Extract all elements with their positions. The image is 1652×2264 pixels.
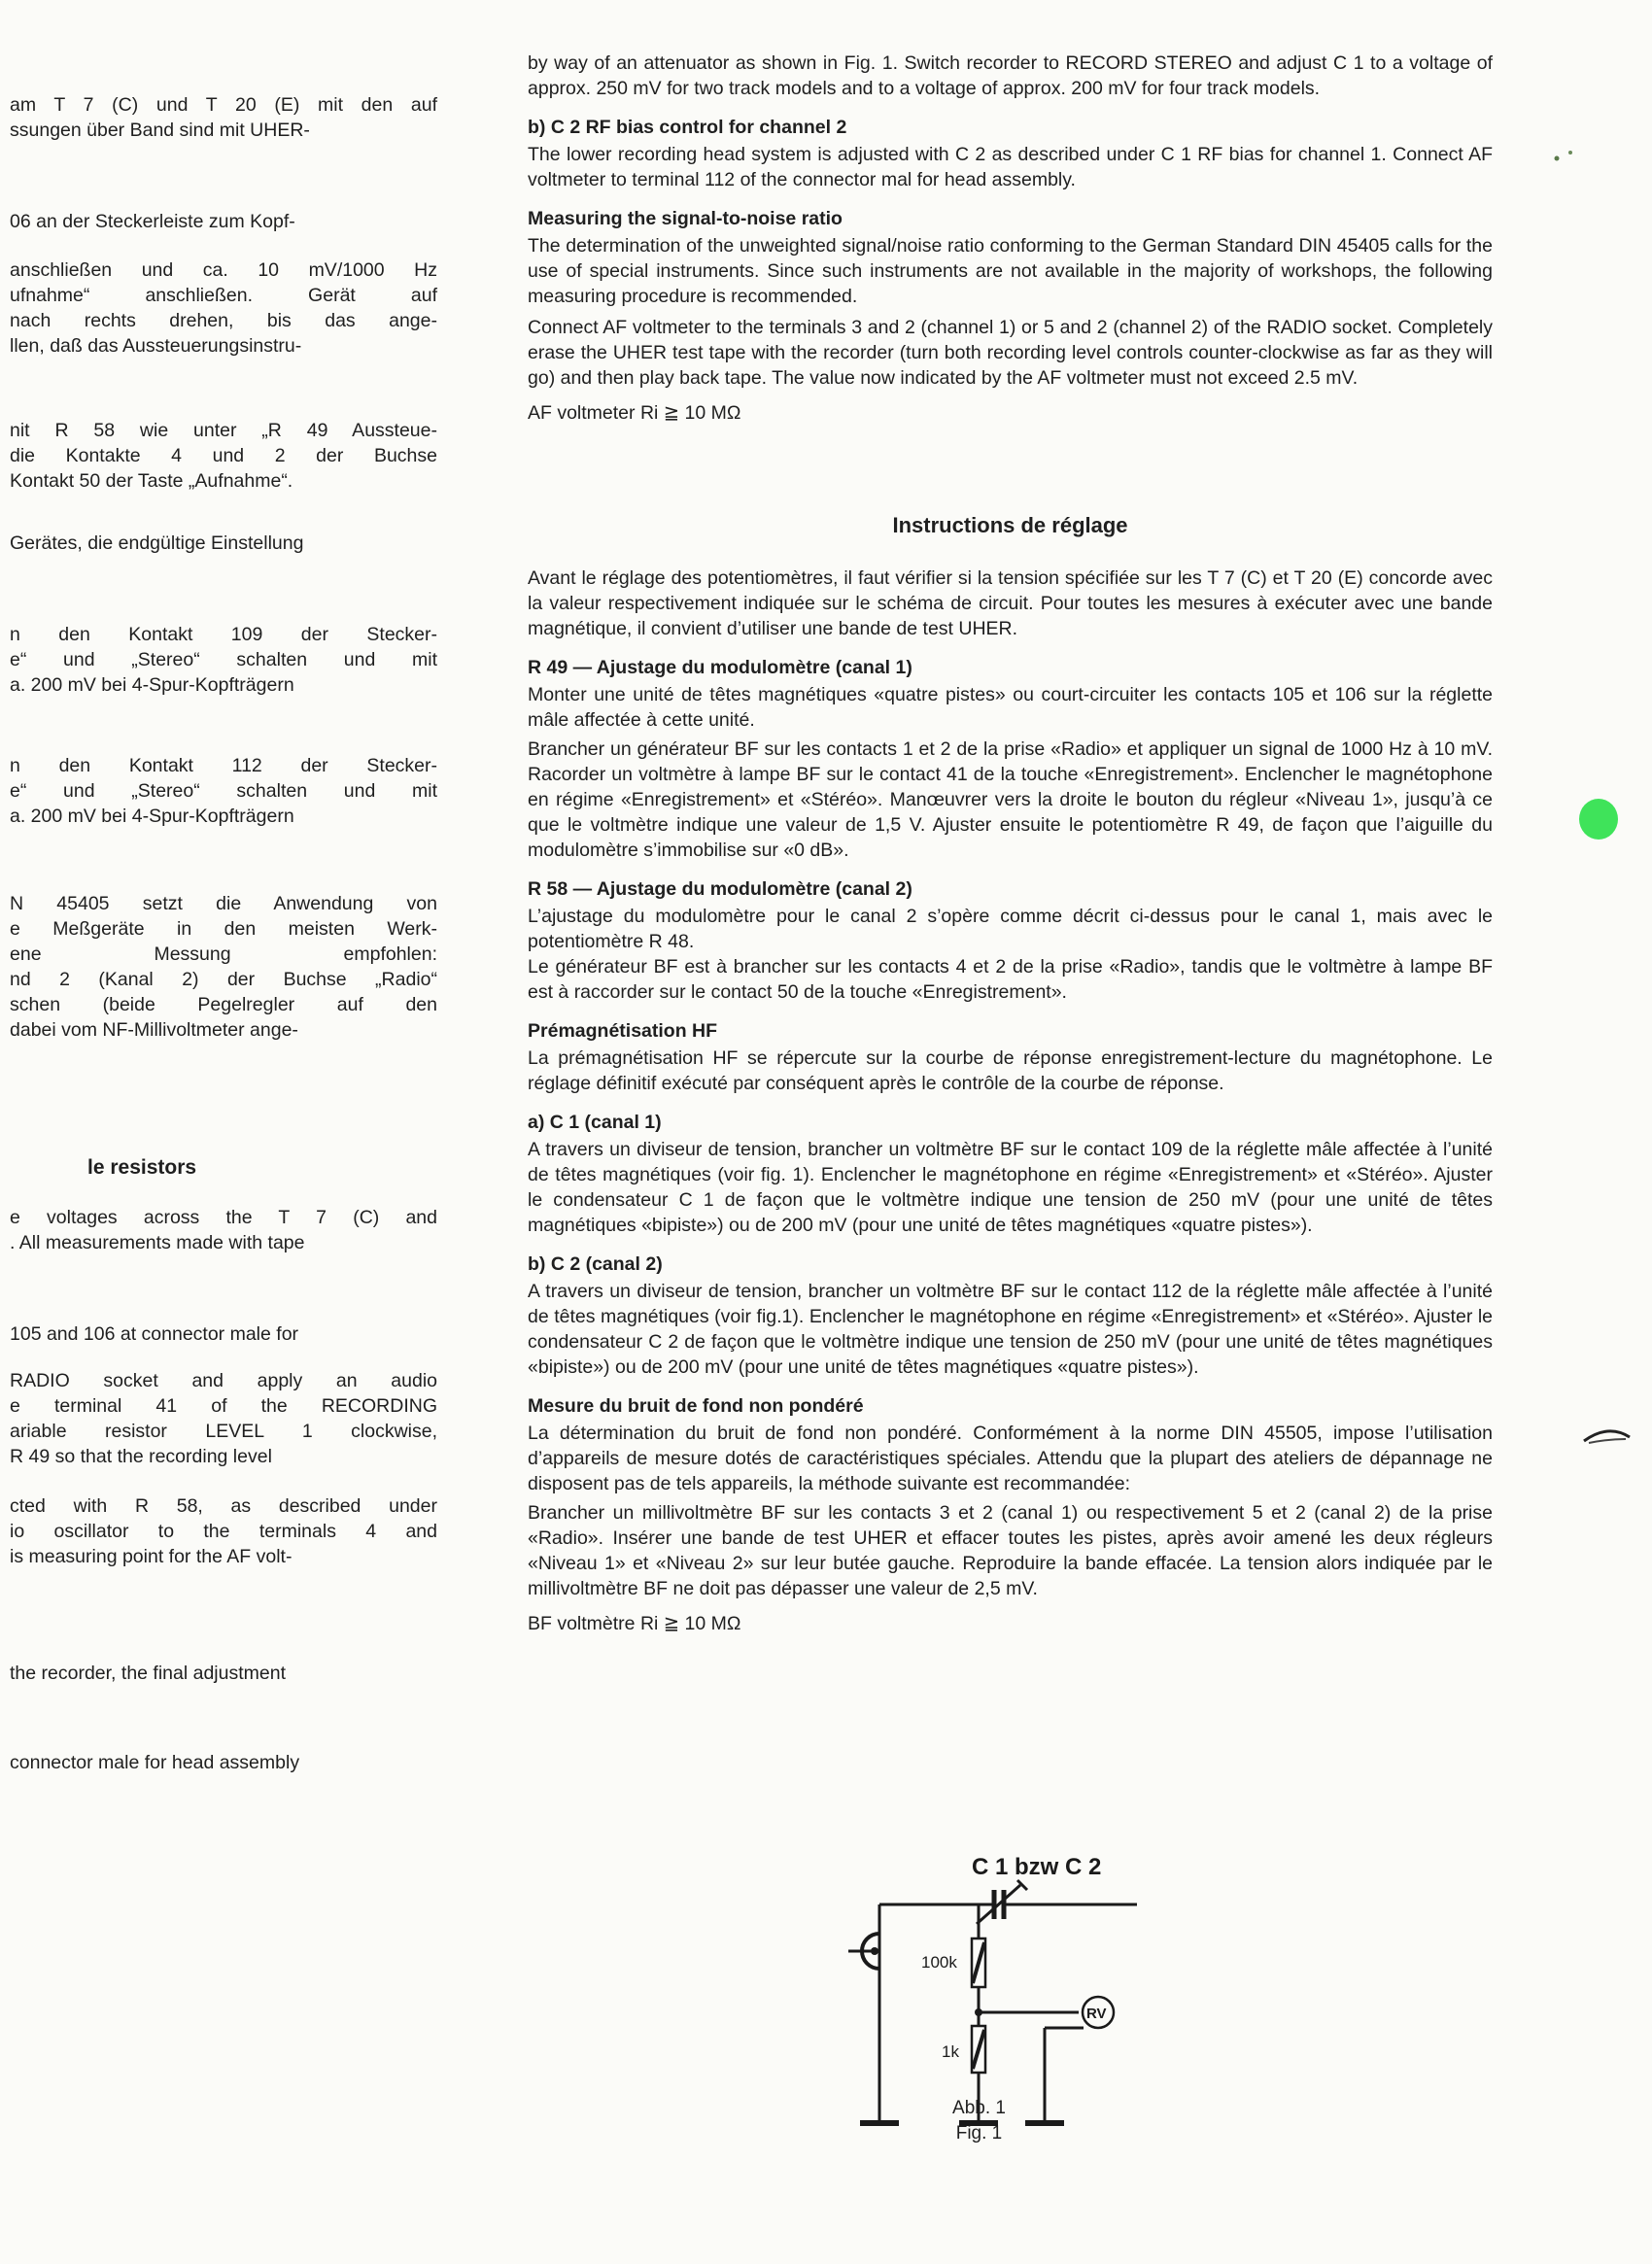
capacitor-label: C 1 bzw C 2 [972,1854,1102,1880]
voltmeter-label: RV [1086,2006,1107,2022]
left-text-fragment [10,1750,437,1775]
figure-caption-de: Abb. 1 [952,2098,1006,2118]
left-text-fragment [10,257,437,359]
left-text-line: anschließen und ca. 10 mV/1000 Hz [10,259,437,281]
left-text-line: nd 2 (Kanal 2) der Buchse „Radio“ [10,969,437,990]
english-snr-text-1: The determination of the unweighted signal/noise ratio conforming to the German Standard DIN 45405 calls for the use of special instruments. Since such instruments are not available in the majority of workshops, the following measuring procedure is recommended. [528,235,1493,307]
french-noise-text-1: La détermination du bruit de fond non pondéré. Conformément à la norme DIN 45505, impose l’utilisation d’appareils de mesure dotés de caractéristiques spéciales. Attendu que la plupart des ateliers de dépannage ne disposent pas de tels appareils, la méthode suivante est recommandée: [528,1423,1493,1494]
left-text-fragment [10,753,437,829]
left-text-line: a. 200 mV bei 4-Spur-Kopfträgern [10,674,294,696]
left-text-fragment [10,1661,437,1686]
left-text-fragment [10,1321,437,1347]
left-text-line: nach rechts drehen, bis das ange- [10,310,437,331]
left-text-line: e terminal 41 of the RECORDING [10,1395,437,1417]
left-text-line: is measuring point for the AF volt- [10,1546,293,1567]
french-intro: Avant le réglage des potentiomètres, il faut vérifier si la tension spécifiée sur les T 7 (C) et T 20 (E) concorde avec la valeur respectivement indiquée sur le schéma de circuit. Pour toutes les mesures à exécuter avec une bande magnétique, il convient d’utiliser une bande de test UHER. [528,567,1493,639]
english-meter-spec: AF voltmeter Ri ≧ 10 MΩ [528,402,741,424]
french-r49-text-1: Monter une unité de têtes magnétiques «quatre pistes» ou court-circuiter les contacts 105 et 106 sur la réglette mâle affectée à cette unité. [528,684,1493,731]
left-text-line: schen (beide Pegelregler auf den [10,994,437,1015]
french-hf-text: La prémagnétisation HF se répercute sur la courbe de réponse enregistrement-lecture du magnétophone. Le réglage définitif exécuté par conséquent après le contrôle de la courbe de réponse. [528,1047,1493,1094]
left-text-line: nit R 58 wie unter „R 49 Aussteue- [10,420,437,441]
english-snr-heading: Measuring the signal-to-noise ratio [528,208,843,229]
left-text-fragment [10,891,437,1043]
left-text-line: cted with R 58, as described under [10,1495,437,1517]
left-text-line: Kontakt 50 der Taste „Aufnahme“. [10,470,293,492]
left-text-line: ufnahme“ anschließen. Gerät auf [10,285,437,306]
french-c2-text: A travers un diviseur de tension, brancher un voltmètre BF sur le contact 112 de la réglette mâle affectée à l’unité de têtes magnétiques (voir fig.1). Enclencher le magnétophone en régime «Enregistrement» et «Stéréo». Ajuster le condensateur C 2 de façon que le voltmètre indique une tension de 250 mV (pour une unité de têtes magnétiques «bipiste») ou de 200 mV (pour une unité de têtes magnétiques «quatre pistes»). [528,1281,1493,1378]
left-text-line: N 45405 setzt die Anwendung von [10,893,437,914]
french-noise-heading: Mesure du bruit de fond non pondéré [528,1395,864,1417]
left-text-line: dabei vom NF-Millivoltmeter ange- [10,1019,298,1041]
figure-caption [894,2096,1064,2146]
left-text-line: the recorder, the final adjustment [10,1663,286,1684]
left-text-line: io oscillator to the terminals 4 and [10,1521,437,1542]
french-r49-text-2: Brancher un générateur BF sur les contacts 1 et 2 de la prise «Radio» et appliquer un signal de 1000 Hz à 10 mV. Racorder un voltmètre à lampe BF sur le contact 41 de la touche «Enregistrement». Enclencher le magnétophone en régime «Enregistrement» et «Stéréo». Manœuvrer vers la droite le bouton du régleur «Niveau 1», jusqu’à ce que le voltmètre indique une valeur de 1,5 V. Ajuster ensuite le potentiomètre R 49, de façon que l’aiguille du modulomètre s’immobilise sur «0 dB». [528,738,1493,861]
french-hf-heading: Prémagnétisation HF [528,1020,718,1042]
left-text-line: 06 an der Steckerleiste zum Kopf- [10,211,295,232]
left-text-line: connector male for head assembly [10,1752,300,1773]
french-c2-heading: b) C 2 (canal 2) [528,1253,663,1275]
left-text-line: . All measurements made with tape [10,1232,305,1253]
french-c1-heading: a) C 1 (canal 1) [528,1112,662,1133]
left-text-line: n den Kontakt 112 der Stecker- [10,755,437,776]
figure-caption-en: Fig. 1 [955,2123,1003,2144]
left-text-line: a. 200 mV bei 4-Spur-Kopfträgern [10,806,294,827]
left-text-line: e“ und „Stereo“ schalten und mit [10,649,437,670]
left-text-line: e Meßgeräte in den meisten Werk- [10,918,437,940]
left-text-line: ene Messung empfohlen: [10,943,437,965]
left-text-line: R 49 so that the recording level [10,1446,272,1467]
green-sticker-dot [1579,799,1618,840]
scan-hook-mark [1579,1414,1637,1453]
left-text-fragment [10,1493,437,1569]
english-c2-text: The lower recording head system is adjusted with C 2 as described under C 1 RF bias for channel 1. Connect AF voltmeter to terminal 112 of the connector mal for head assembly. [528,144,1493,190]
left-text-line: e voltages across the T 7 (C) and [10,1207,437,1228]
left-text-line: am T 7 (C) und T 20 (E) mit den auf [10,94,437,116]
french-title: Instructions de réglage [892,513,1128,537]
left-text-fragment [10,92,437,143]
left-text-line: RADIO socket and apply an audio [10,1370,437,1391]
left-text-line: llen, daß das Aussteuerungsinstru- [10,335,302,357]
english-intro: by way of an attenuator as shown in Fig. 1. Switch recorder to RECORD STEREO and adjust C 1 to a voltage of approx. 250 mV for two track models and to a voltage of approx. 200 mV for four track models. [528,52,1493,99]
french-r49-heading: R 49 — Ajustage du modulomètre (canal 1) [528,657,912,678]
french-c1-text: A travers un diviseur de tension, brancher un voltmètre BF sur le contact 109 de la réglette mâle affectée à l’unité de têtes magnétiques (voir fig. 1). Enclencher le magnétophone en régime «Enregistrement» et «Stéréo». Ajuster le condensateur C 1 de façon que le voltmètre indique une tension de 250 mV (pour une unité de têtes magnétiques «bipiste») ou de 200 mV (pour une unité de têtes magnétiques «quatre pistes»). [528,1139,1493,1236]
left-text-fragment [10,1368,437,1469]
left-column-fragment [0,0,452,2264]
left-text-fragment [10,209,437,234]
left-section-heading: le resistors [87,1156,197,1179]
english-c2-heading: b) C 2 RF bias control for channel 2 [528,117,847,138]
left-text-line: e“ und „Stereo“ schalten und mit [10,780,437,802]
left-text-line: 105 and 106 at connector male for [10,1323,299,1345]
left-text-line: ariable resistor LEVEL 1 clockwise, [10,1421,437,1442]
left-text-line: Gerätes, die endgültige Einstellung [10,532,304,554]
resistor-100k-label: 100k [921,1953,957,1972]
left-text-line: n den Kontakt 109 der Stecker- [10,624,437,645]
french-r58-heading: R 58 — Ajustage du modulomètre (canal 2) [528,878,912,900]
left-text-line: die Kontakte 4 und 2 der Buchse [10,445,437,466]
main-column [528,51,1493,1636]
french-meter-spec: BF voltmètre Ri ≧ 10 MΩ [528,1613,741,1634]
french-r58-text-2: Le générateur BF est à brancher sur les contacts 4 et 2 de la prise «Radio», tandis que le voltmètre à lampe BF est à raccorder sur le contact 50 de la touche «Enregistrement». [528,956,1493,1003]
scan-specks [1545,141,1594,170]
english-snr-text-2: Connect AF voltmeter to the terminals 3 and 2 (channel 1) or 5 and 2 (channel 2) of the RADIO socket. Completely erase the UHER test tape with the recorder (turn both recording level controls counter-clockwise as far as they will go) and then play back tape. The value now indicated by the AF voltmeter must not exceed 2.5 mV. [528,317,1493,389]
left-text-fragment [10,418,437,494]
resistor-1k-label: 1k [942,2042,959,2061]
french-r58-text-1: L’ajustage du modulomètre pour le canal 2 s’opère comme décrit ci-dessus pour le canal 1, mais avec le potentiomètre R 48. [528,906,1493,952]
left-text-fragment [10,1205,437,1255]
french-noise-text-2: Brancher un millivoltmètre BF sur les contacts 3 et 2 (canal 1) ou respectivement 5 et 2 (canal 2) de la prise «Radio». Insérer une bande de test UHER et effacer toutes les pistes, après avoir amené les deux régleurs «Niveau 1» et «Niveau 2» sur leur butée gauche. Reproduire la bande effacée. La tension alors indiquée par le millivoltmètre BF ne doit pas dépasser une valeur de 2,5 mV. [528,1502,1493,1599]
left-text-fragment [10,622,437,698]
left-text-fragment [10,531,437,556]
left-text-line: ssungen über Band sind mit UHER- [10,120,310,141]
